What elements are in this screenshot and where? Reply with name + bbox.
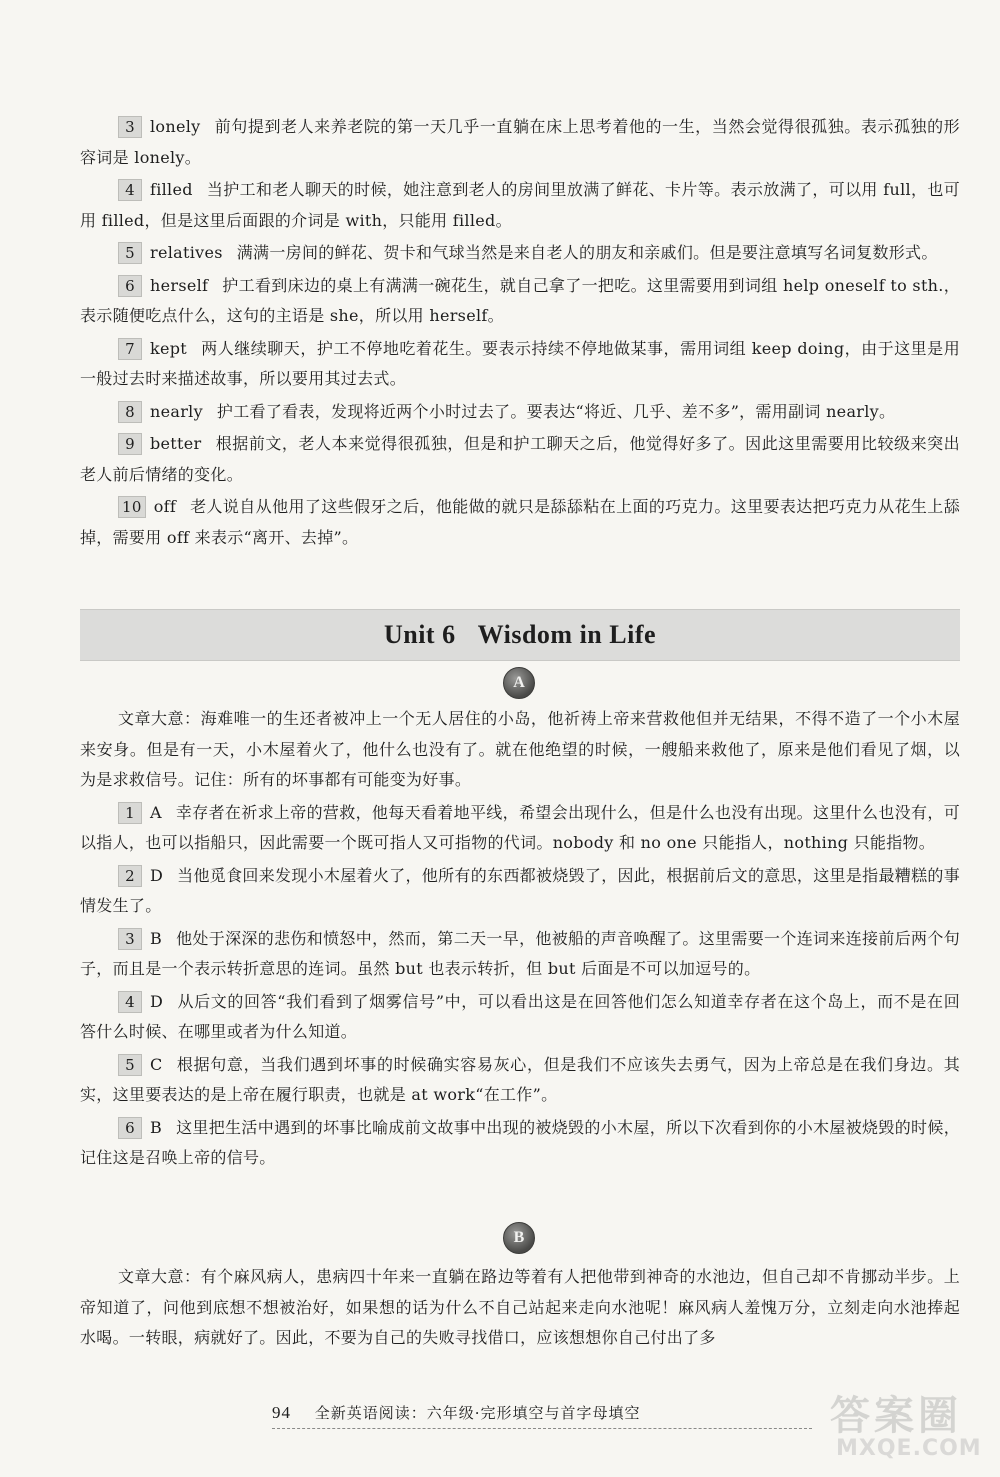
section-b-badge-icon: B <box>503 1222 535 1254</box>
page-number: 94 <box>272 1403 291 1422</box>
answer-item <box>80 112 960 173</box>
answer-item <box>80 861 960 922</box>
item-answer: C <box>150 1054 163 1074</box>
item-number: 3 <box>118 928 142 950</box>
item-number: 4 <box>118 179 142 201</box>
item-number: 5 <box>118 242 142 264</box>
answer-item <box>80 1113 960 1174</box>
item-number: 6 <box>118 1117 142 1139</box>
answer-item <box>80 798 960 859</box>
section-a-badge-icon: A <box>503 667 535 699</box>
answer-item <box>80 1050 960 1111</box>
answer-item <box>80 175 960 236</box>
item-answer: better <box>150 434 202 453</box>
item-answer: nearly <box>150 401 203 421</box>
item-explanation: 前句提到老人来养老院的第一天几乎一直躺在床上思考着他的一生，当然会觉得很孤独。表示孤独的形容词是 lonely。 <box>80 117 960 167</box>
item-explanation: 两人继续聊天，护工不停地吃着花生。要表示持续不停地做某事，需用词组 keep doing，由于这里是用一般过去时来描述故事，所以要用其过去式。 <box>80 338 960 388</box>
item-number: 4 <box>118 991 142 1013</box>
item-number: 9 <box>118 433 142 455</box>
item-answer: relatives <box>150 243 223 262</box>
item-number: 1 <box>118 802 142 824</box>
item-number: 7 <box>118 338 142 360</box>
item-explanation: 根据句意，当我们遇到坏事的时候确实容易灰心，但是我们不应该失去勇气，因为上帝总是在我们身边。其实，这里要表达的是上帝在履行职责，也就是 at work“在工作”。 <box>80 1054 960 1104</box>
watermark-logo <box>812 1384 988 1470</box>
watermark-text: 答案圈 <box>830 1393 962 1439</box>
section-b-summary: 文章大意：有个麻风病人，患病四十年来一直躺在路边等着有人把他带到神奇的水池边，但自己却不肯挪动半步。上帝知道了，问他到底想不想被治好，如果想的话为什么不自己站起来走向水池呢！麻风病人羞愧万分，立刻走向水池捧起水喝。一转眼，病就好了。因此，不要为自己的失败寻找借口，应该想想你自己付出了多 <box>80 1267 960 1347</box>
page-footer <box>272 1402 641 1423</box>
section-a-summary: 文章大意：海难唯一的生还者被冲上一个无人居住的小岛，他祈祷上帝来营救他但并无结果，不得不造了一个小木屋来安身。但是有一天，小木屋着火了，他什么也没有了。就在他绝望的时候，一艘船来救他了，原来是他们看见了烟，以为是求救信号。记住：所有的坏事都有可能变为好事。 <box>80 709 960 789</box>
item-number: 5 <box>118 1054 142 1076</box>
item-answer: herself <box>150 275 209 295</box>
unit-title: Wisdom in Life <box>477 620 657 649</box>
item-answer: filled <box>150 180 193 199</box>
item-answer: off <box>153 497 177 516</box>
item-answer: kept <box>150 338 188 358</box>
answer-item <box>80 397 960 428</box>
previous-section-answers <box>80 112 960 555</box>
answer-item <box>80 492 960 553</box>
item-explanation: 从后文的回答“我们看到了烟雾信号”中，可以看出这是在回答他们怎么知道幸存者在这个岛上，而不是在回答什么时候、在哪里或者为什么知道。 <box>80 991 960 1041</box>
item-explanation: 护工看了看表，发现将近两个小时过去了。要表达“将近、几乎、差不多”，需用副词 nearly。 <box>216 401 896 421</box>
item-explanation: 幸存者在祈求上帝的营救，他每天看着地平线，希望会出现什么，但是什么也没有出现。这里什么也没有，可以指人，也可以指船只，因此需要一个既可指人又可指物的代词。nobody 和 no one 只能指人，nothing 只能指物。 <box>80 802 960 852</box>
item-answer: D <box>150 865 164 885</box>
answer-item <box>80 271 960 332</box>
unit-heading <box>80 609 960 661</box>
item-explanation: 他处于深深的悲伤和愤怒中，然而，第二天一早，他被船的声音唤醒了。这里需要一个连词来连接前后两个句子，而且是一个表示转折意思的连词。虽然 but 也表示转折，但 but 后面是不可以加逗号的。 <box>80 928 960 978</box>
section-a-answers <box>80 798 960 1174</box>
item-explanation: 当他觅食回来发现小木屋着火了，他所有的东西都被烧毁了，因此，根据前后文的意思，这里是指最糟糕的事情发生了。 <box>80 865 960 915</box>
answer-item <box>80 334 960 395</box>
unit-label: Unit 6 <box>383 620 456 649</box>
item-explanation: 老人说自从他用了这些假牙之后，他能做的就只是舔舔粘在上面的巧克力。这里要表达把巧克力从花生上舔掉，需要用 off 来表示“离开、去掉”。 <box>80 497 960 547</box>
item-number: 2 <box>118 865 142 887</box>
item-explanation: 当护工和老人聊天的时候，她注意到老人的房间里放满了鲜花、卡片等。表示放满了，可以用 full，也可用 filled，但是这里后面跟的介词是 with，只能用 filled。 <box>80 180 960 230</box>
section-b <box>80 1262 960 1356</box>
item-answer: A <box>150 802 162 822</box>
footer-divider <box>272 1428 812 1429</box>
answer-item <box>80 238 960 269</box>
answer-item <box>80 924 960 985</box>
watermark-url: MXQE.COM <box>836 1436 982 1461</box>
item-explanation: 根据前文，老人本来觉得很孤独，但是和护工聊天之后，他觉得好多了。因此这里需要用比较级来突出老人前后情绪的变化。 <box>80 434 960 484</box>
item-explanation: 这里把生活中遇到的坏事比喻成前文故事中出现的被烧毁的小木屋，所以下次看到你的小木屋被烧毁的时候，记住这是召唤上帝的信号。 <box>80 1117 960 1167</box>
item-number: 3 <box>118 116 142 138</box>
item-number: 8 <box>118 401 142 423</box>
item-answer: B <box>150 1117 163 1137</box>
item-number: 10 <box>118 496 146 518</box>
section-a <box>80 704 960 1176</box>
item-explanation: 满满一房间的鲜花、贺卡和气球当然是来自老人的朋友和亲戚们。但是要注意填写名词复数形式。 <box>236 243 938 262</box>
item-answer: D <box>150 991 164 1011</box>
answer-item <box>80 429 960 490</box>
book-title: 全新英语阅读：六年级·完形填空与首字母填空 <box>314 1404 641 1422</box>
item-explanation: 护工看到床边的桌上有满满一碗花生，就自己拿了一把吃。这里需要用到词组 help oneself to sth.，表示随便吃点什么，这句的主语是 she，所以用 herself。 <box>80 275 960 325</box>
item-answer: B <box>150 928 163 948</box>
item-number: 6 <box>118 275 142 297</box>
answer-item <box>80 987 960 1048</box>
item-answer: lonely <box>150 117 201 136</box>
